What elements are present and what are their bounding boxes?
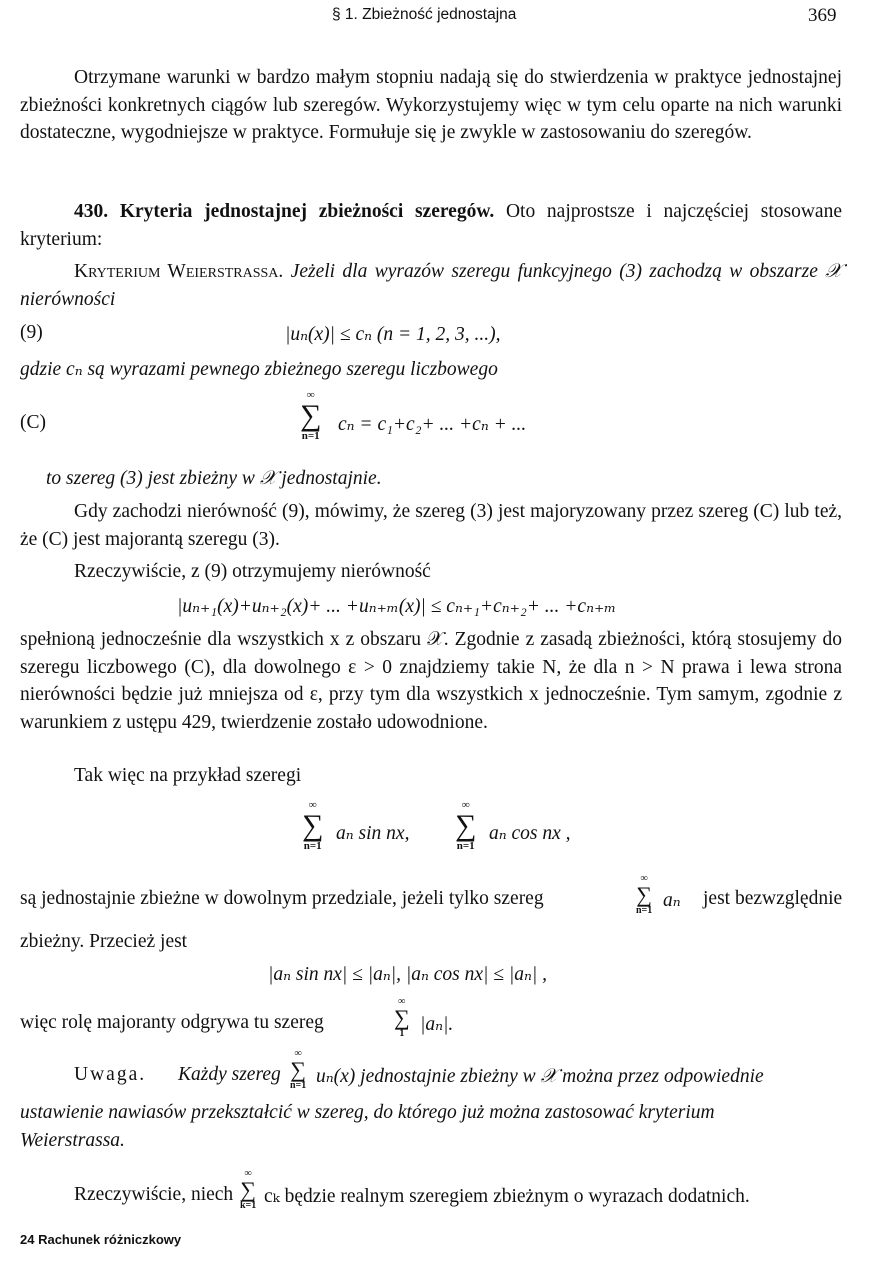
rzeczywiscie-line: Rzeczywiście, z (9) otrzymujemy nierówność bbox=[74, 561, 431, 582]
section-430 bbox=[20, 198, 842, 253]
sigma-icon: ∑ bbox=[302, 809, 324, 842]
series-sin-sum bbox=[302, 800, 323, 852]
inequality-formula: |uₙ₊₁(x)+uₙ₊₂(x)+ ... +uₙ₊ₘ(x)| ≤ cₙ₊₁+cₙ₊₂+ ... +cₙ₊ₘ bbox=[177, 596, 617, 617]
sigma-icon: ∑ bbox=[394, 1005, 410, 1030]
criterion-text: Jeżeli dla wyrazów szeregu funkcyjnego (3) zachodzą w obszarze 𝒳 nierówności bbox=[20, 261, 843, 310]
weierstrass-criterion bbox=[20, 258, 842, 313]
series-cos-lower: n=1 bbox=[456, 840, 475, 852]
series-cos: aₙ cos nx , bbox=[489, 823, 571, 844]
majorant-line: więc rolę majoranty odgrywa tu szereg bbox=[20, 1012, 324, 1033]
majorant-sum-upper: ∞ bbox=[398, 996, 406, 1007]
remark-sum-lower: n=1 bbox=[290, 1080, 307, 1091]
eq-c-label: (C) bbox=[20, 412, 46, 433]
majorant-sum bbox=[394, 997, 410, 1039]
tak-wiec-line: Tak więc na przykład szeregi bbox=[74, 765, 302, 786]
section-430-text: Oto najprostsze i najczęściej stosowane kryterium: bbox=[20, 201, 842, 250]
remark-text-b: uₙ(x) jednostajnie zbieżny w 𝒳 można przez odpowiednie bbox=[316, 1066, 764, 1087]
remark-sum bbox=[290, 1049, 306, 1091]
uniform-sum-upper: ∞ bbox=[640, 873, 648, 884]
series-cos-sum bbox=[455, 800, 476, 852]
uniform-line-a: są jednostajnie zbieżne w dowolnym przedziale, jeżeli tylko szereg bbox=[20, 888, 544, 909]
eq-c-sum-lower: n=1 bbox=[301, 430, 320, 442]
sigma-icon: ∑ bbox=[300, 399, 322, 432]
last-sum-upper: ∞ bbox=[244, 1168, 252, 1179]
sigma-icon: ∑ bbox=[290, 1057, 306, 1082]
eq-c-sum-symbol bbox=[300, 390, 321, 442]
last-line-b: cₖ będzie realnym szeregiem zbieżnym o wyrazach dodatnich. bbox=[264, 1186, 750, 1207]
last-line-a: Rzeczywiście, niech bbox=[74, 1184, 234, 1205]
majorant-term: |aₙ|. bbox=[420, 1014, 454, 1035]
uniform-line-term: aₙ bbox=[663, 890, 681, 911]
last-sum-lower: k=1 bbox=[240, 1200, 257, 1211]
eq-c-sum-upper: ∞ bbox=[306, 389, 315, 401]
proof-paragraph: spełnioną jednocześnie dla wszystkich x z obszaru 𝒳. Zgodnie z zasadą zbieżności, którą stosujemy do szeregu liczbowego (C), dla dowolnego ε > 0 znajdziemy takie N, że dla n > N prawa i lewa strona nierówności będzie już mniejsza od ε, przy tym dla wszystkich x jednocześnie. Tym samym, zgodnie z warunkiem z ustępu 429, twierdzenie zostało udowodnione. bbox=[20, 629, 842, 733]
page-number: 369 bbox=[808, 5, 837, 26]
series-sin-lower: n=1 bbox=[303, 840, 322, 852]
majorant-sum-lower: 1 bbox=[399, 1028, 405, 1039]
remark-sum-upper: ∞ bbox=[294, 1048, 302, 1059]
zbiezny-line: zbieżny. Przecież jest bbox=[20, 931, 188, 952]
uniform-line-b: jest bezwzględnie bbox=[703, 888, 843, 909]
remark-text-a: Każdy szereg bbox=[178, 1064, 281, 1085]
eq-9-formula: |uₙ(x)| ≤ cₙ (n = 1, 2, 3, ...), bbox=[285, 324, 501, 345]
footer-signature: 24 Rachunek różniczkowy bbox=[20, 1232, 182, 1247]
series-sin-upper: ∞ bbox=[308, 799, 317, 811]
majorant-paragraph: Gdy zachodzi nierówność (9), mówimy, że szereg (3) jest majoryzowany przez szereg (C) lub też, że (C) jest majorantą szeregu (3). bbox=[20, 501, 842, 550]
sigma-icon: ∑ bbox=[240, 1177, 256, 1202]
remark-text-line3: Weierstrassa. bbox=[20, 1130, 125, 1151]
intro-paragraph: Otrzymane warunki w bardzo małym stopniu nadają się do stwierdzenia w praktyce jednostajnej zbieżności konkretnych ciągów lub szeregów. Wykorzystujemy więc w tym celu oparte na nich warunki dostateczne, wygodniejsze w praktyce. Formułuje się je zwykle w zastosowaniu do szeregów. bbox=[20, 67, 842, 143]
remark-text-line2: ustawienie nawiasów przekształcić w szereg, do którego już można zastosować kryterium bbox=[20, 1102, 715, 1123]
sigma-icon: ∑ bbox=[455, 809, 477, 842]
abs-inequalities: |aₙ sin nx| ≤ |aₙ|, |aₙ cos nx| ≤ |aₙ| , bbox=[268, 964, 547, 985]
section-430-title: 430. Kryteria jednostajnej zbieżności szeregów. bbox=[74, 201, 495, 222]
uniform-sum-lower: n=1 bbox=[636, 905, 653, 916]
sigma-icon: ∑ bbox=[636, 882, 652, 907]
eq-c-body: cₙ = c₁+c₂+ ... +cₙ + ... bbox=[338, 414, 527, 435]
running-header: § 1. Zbieżność jednostajna bbox=[332, 6, 517, 23]
eq-9-label: (9) bbox=[20, 322, 43, 343]
gdzie-line: gdzie cₙ są wyrazami pewnego zbieżnego szeregu liczbowego bbox=[20, 359, 498, 380]
remark-label: Uwaga. bbox=[74, 1064, 147, 1085]
conclusion-line: to szereg (3) jest zbieżny w 𝒳 jednostajnie. bbox=[46, 468, 382, 489]
uniform-line-sum bbox=[636, 874, 652, 916]
last-line-sum bbox=[240, 1169, 256, 1211]
criterion-name: Kryterium Weierstrassa. bbox=[74, 261, 284, 282]
series-cos-upper: ∞ bbox=[461, 799, 470, 811]
series-sin: aₙ sin nx, bbox=[336, 823, 410, 844]
